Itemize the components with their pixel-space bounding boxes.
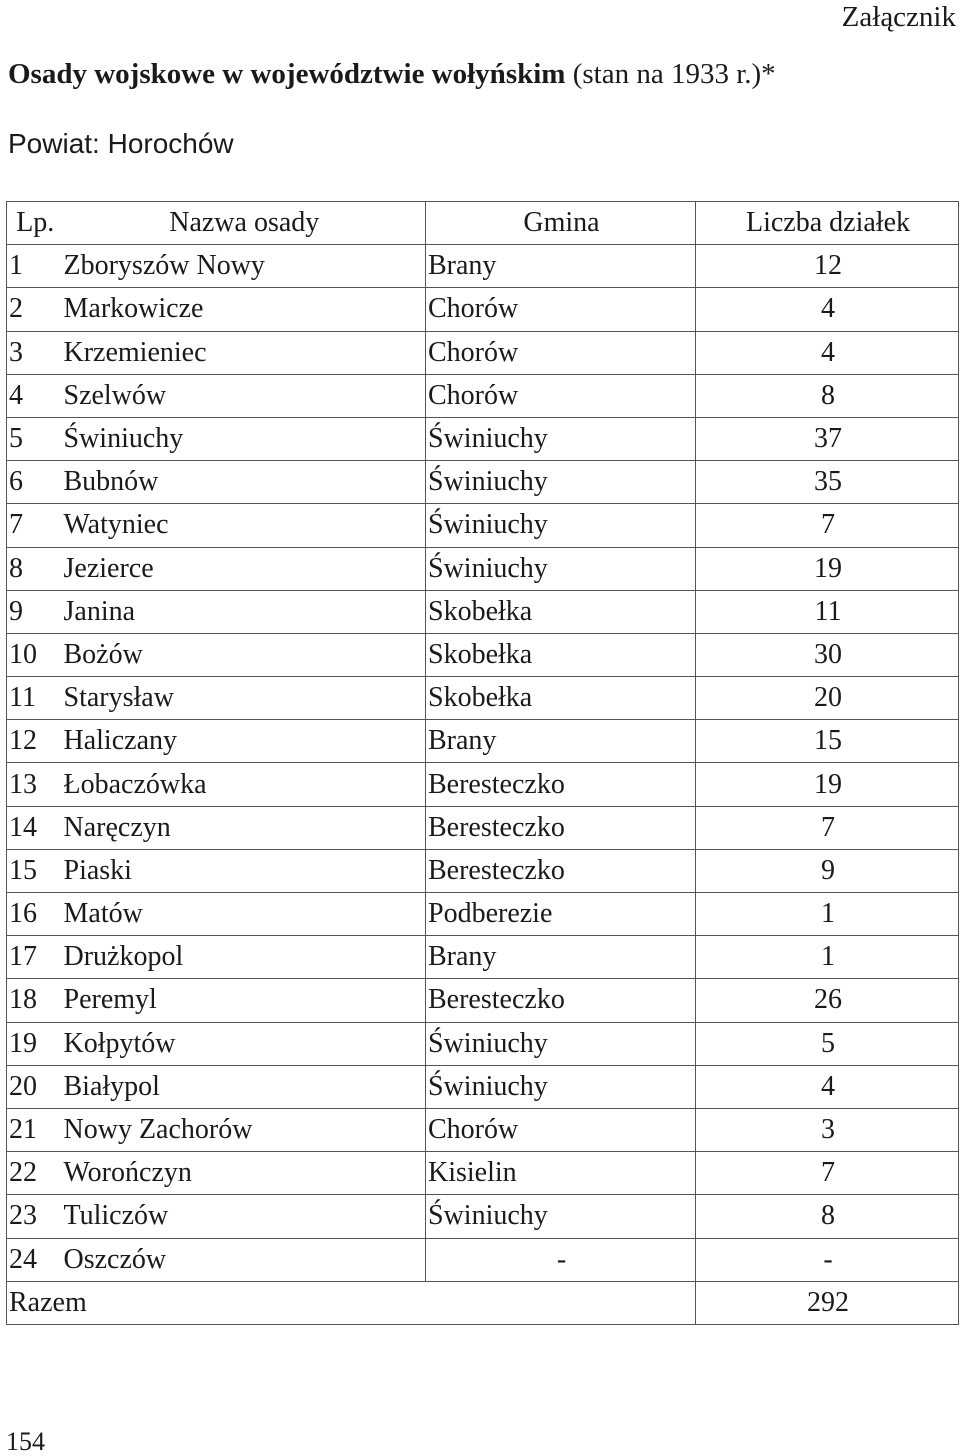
row-gmina: Kisielin	[426, 1152, 696, 1195]
row-lp: 8	[7, 547, 62, 590]
table-row	[7, 1065, 959, 1108]
row-lp: 19	[7, 1022, 62, 1065]
table-row	[7, 1022, 959, 1065]
row-gmina: Świniuchy	[426, 547, 696, 590]
title-date-note: (stan na 1933 r.)*	[565, 58, 776, 90]
page-number: 154	[6, 1427, 45, 1456]
row-gmina: Beresteczko	[426, 763, 696, 806]
district-heading: Powiat: Horochów	[8, 128, 234, 159]
row-gmina: Chorów	[426, 374, 696, 417]
table-row	[7, 763, 959, 806]
row-lp: 17	[7, 936, 62, 979]
total-label: Razem	[7, 1281, 696, 1324]
row-count: 12	[696, 245, 959, 288]
table-row	[7, 590, 959, 633]
row-gmina: Beresteczko	[426, 979, 696, 1022]
row-count: 7	[696, 1152, 959, 1195]
row-lp: 20	[7, 1065, 62, 1108]
row-lp: 11	[7, 677, 62, 720]
row-name: Drużkopol	[62, 936, 426, 979]
table-row	[7, 1195, 959, 1238]
table-row	[7, 893, 959, 936]
row-lp: 6	[7, 461, 62, 504]
row-lp: 3	[7, 331, 62, 374]
row-lp: 18	[7, 979, 62, 1022]
row-name: Piaski	[62, 849, 426, 892]
title-main: Osady wojskowe w województwie wołyńskim	[8, 58, 566, 90]
table-body	[7, 245, 959, 1282]
row-gmina: Chorów	[426, 331, 696, 374]
row-name: Łobaczówka	[62, 763, 426, 806]
table-row	[7, 720, 959, 763]
total-count: 292	[696, 1281, 959, 1324]
row-lp: 21	[7, 1108, 62, 1151]
row-lp: 14	[7, 806, 62, 849]
row-count: 1	[696, 893, 959, 936]
total-row	[7, 1281, 959, 1324]
row-count: 4	[696, 288, 959, 331]
row-count: 7	[696, 504, 959, 547]
row-name: Świniuchy	[62, 417, 426, 460]
row-gmina: Brany	[426, 245, 696, 288]
row-gmina: Świniuchy	[426, 1195, 696, 1238]
settlements-table	[6, 201, 959, 1325]
row-count: 30	[696, 633, 959, 676]
row-gmina: Brany	[426, 720, 696, 763]
table-row	[7, 1152, 959, 1195]
row-count: 4	[696, 331, 959, 374]
table-row	[7, 504, 959, 547]
table-row	[7, 633, 959, 676]
row-gmina: Świniuchy	[426, 504, 696, 547]
row-name: Matów	[62, 893, 426, 936]
row-gmina: Świniuchy	[426, 461, 696, 504]
row-lp: 10	[7, 633, 62, 676]
row-name: Szelwów	[62, 374, 426, 417]
row-name: Watyniec	[62, 504, 426, 547]
row-count: 4	[696, 1065, 959, 1108]
row-lp: 4	[7, 374, 62, 417]
row-count: 37	[696, 417, 959, 460]
annex-label: Załącznik	[841, 1, 956, 33]
row-lp: 9	[7, 590, 62, 633]
row-gmina: Skobełka	[426, 633, 696, 676]
row-gmina: Skobełka	[426, 590, 696, 633]
row-name: Kołpytów	[62, 1022, 426, 1065]
row-gmina: Chorów	[426, 1108, 696, 1151]
row-name: Starysław	[62, 677, 426, 720]
page-title	[8, 56, 776, 92]
table-row	[7, 245, 959, 288]
table-row	[7, 936, 959, 979]
row-count: 1	[696, 936, 959, 979]
row-count: 20	[696, 677, 959, 720]
row-lp: 15	[7, 849, 62, 892]
row-name: Bożów	[62, 633, 426, 676]
row-name: Białypol	[62, 1065, 426, 1108]
header-gmina: Gmina	[426, 202, 696, 245]
row-name: Jezierce	[62, 547, 426, 590]
row-lp: 16	[7, 893, 62, 936]
row-name: Zboryszów Nowy	[62, 245, 426, 288]
row-lp: 23	[7, 1195, 62, 1238]
row-count: 3	[696, 1108, 959, 1151]
row-count: 19	[696, 547, 959, 590]
row-lp: 7	[7, 504, 62, 547]
table-row	[7, 1238, 959, 1281]
row-count: 8	[696, 374, 959, 417]
row-count: 7	[696, 806, 959, 849]
row-lp: 5	[7, 417, 62, 460]
row-lp: 2	[7, 288, 62, 331]
row-name: Nowy Zachorów	[62, 1108, 426, 1151]
row-count: 35	[696, 461, 959, 504]
row-count: 5	[696, 1022, 959, 1065]
table-row	[7, 806, 959, 849]
row-lp: 12	[7, 720, 62, 763]
header-name: Nazwa osady	[62, 202, 426, 245]
header-lp: Lp.	[7, 202, 62, 245]
row-name: Peremyl	[62, 979, 426, 1022]
row-name: Naręczyn	[62, 806, 426, 849]
row-count: 9	[696, 849, 959, 892]
row-gmina: Świniuchy	[426, 417, 696, 460]
header-count: Liczba działek	[696, 202, 959, 245]
table-row	[7, 374, 959, 417]
row-gmina: Chorów	[426, 288, 696, 331]
row-name: Markowicze	[62, 288, 426, 331]
row-gmina: Brany	[426, 936, 696, 979]
row-count: 8	[696, 1195, 959, 1238]
table-row	[7, 417, 959, 460]
table-row	[7, 547, 959, 590]
row-gmina: Beresteczko	[426, 849, 696, 892]
table-header-row	[7, 202, 959, 245]
row-count: 11	[696, 590, 959, 633]
table-row	[7, 979, 959, 1022]
row-lp: 22	[7, 1152, 62, 1195]
table-row	[7, 288, 959, 331]
row-count: 19	[696, 763, 959, 806]
row-gmina: Podberezie	[426, 893, 696, 936]
table-row	[7, 331, 959, 374]
row-count: -	[696, 1238, 959, 1281]
table-row	[7, 849, 959, 892]
row-name: Worończyn	[62, 1152, 426, 1195]
row-name: Bubnów	[62, 461, 426, 504]
row-lp: 24	[7, 1238, 62, 1281]
table-row	[7, 677, 959, 720]
row-name: Krzemieniec	[62, 331, 426, 374]
row-name: Tuliczów	[62, 1195, 426, 1238]
row-gmina: Świniuchy	[426, 1022, 696, 1065]
row-name: Oszczów	[62, 1238, 426, 1281]
table-row	[7, 461, 959, 504]
row-gmina: Świniuchy	[426, 1065, 696, 1108]
row-lp: 13	[7, 763, 62, 806]
row-count: 26	[696, 979, 959, 1022]
row-gmina: Skobełka	[426, 677, 696, 720]
row-name: Janina	[62, 590, 426, 633]
row-gmina: Beresteczko	[426, 806, 696, 849]
table-row	[7, 1108, 959, 1151]
row-count: 15	[696, 720, 959, 763]
row-name: Haliczany	[62, 720, 426, 763]
row-lp: 1	[7, 245, 62, 288]
row-gmina: -	[426, 1238, 696, 1281]
